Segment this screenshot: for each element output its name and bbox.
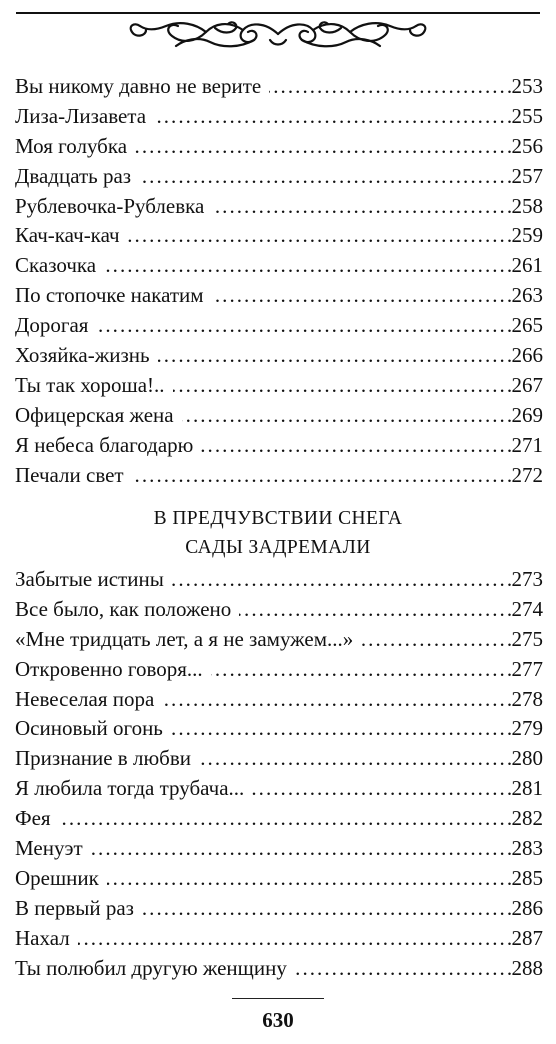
toc-entry-page: 280 <box>511 746 543 771</box>
toc-entry-page: 271 <box>511 432 543 457</box>
toc-dot-leader <box>154 102 510 132</box>
toc-dot-leader <box>295 954 511 984</box>
toc-entry-page: 269 <box>511 402 543 427</box>
toc-dot-leader <box>142 894 511 924</box>
toc-entry <box>15 804 543 834</box>
toc-dot-leader <box>199 744 511 774</box>
toc-dot-leader <box>212 192 510 222</box>
toc-entry <box>15 774 543 804</box>
toc-entry <box>15 431 543 461</box>
toc-entry-title: По стопочке накатим <box>15 283 204 308</box>
toc-entry-title: Печали свет <box>15 462 124 487</box>
toc-entry-page: 256 <box>511 133 543 158</box>
toc-entry-title: Осиновый огонь <box>15 716 163 741</box>
toc-entry <box>15 864 543 894</box>
toc-dot-leader <box>132 461 511 491</box>
toc-entry-title: Офицерская жена <box>15 402 174 427</box>
toc-entry <box>15 311 543 341</box>
toc-entry-page: 257 <box>511 163 543 188</box>
toc-entry-page: 282 <box>511 806 543 831</box>
toc-dot-leader <box>158 341 511 371</box>
toc-entry-title: Я любила тогда трубача... <box>15 776 245 801</box>
toc-entry <box>15 251 543 281</box>
toc-entry-page: 272 <box>511 462 543 487</box>
toc-entry <box>15 714 543 744</box>
toc-dot-leader <box>107 864 511 894</box>
toc-entry <box>15 281 543 311</box>
toc-entry-title: Орешник <box>15 865 99 890</box>
toc-entry-title: Менуэт <box>15 836 83 861</box>
toc-entry <box>15 72 543 102</box>
toc-entry <box>15 744 543 774</box>
toc-entry <box>15 192 543 222</box>
toc-dot-leader <box>139 162 510 192</box>
toc-entry <box>15 102 543 132</box>
toc-entry-page: 267 <box>511 372 543 397</box>
toc-entry <box>15 401 543 431</box>
toc-dot-leader <box>104 251 510 281</box>
toc-entry-page: 287 <box>511 925 543 950</box>
toc-entry-title: Лиза-Лизавета <box>15 103 147 128</box>
toc-entry-page: 279 <box>511 716 543 741</box>
toc-entry-title: «Мне тридцать лет, а я не замужем...» <box>15 626 354 651</box>
toc-entry-title: Дорогая <box>15 313 89 338</box>
toc-entry-page: 258 <box>511 193 543 218</box>
toc-dot-leader <box>173 371 511 401</box>
toc-entry <box>15 461 543 491</box>
toc-entry-title: Я небеса благодарю <box>15 432 194 457</box>
toc-entry-page: 263 <box>511 283 543 308</box>
toc-entry-title: Признание в любви <box>15 746 191 771</box>
toc-entry <box>15 132 543 162</box>
flourish-ornament-icon <box>0 0 556 60</box>
toc-entry-page: 274 <box>511 596 543 621</box>
toc-entry <box>15 685 543 715</box>
toc-entry <box>15 565 543 595</box>
toc-dot-leader <box>361 625 510 655</box>
page-number: 630 <box>262 1008 294 1032</box>
toc-entry <box>15 162 543 192</box>
toc-entry-page: 259 <box>511 223 543 248</box>
toc-entry-page: 265 <box>511 313 543 338</box>
toc-entry <box>15 894 543 924</box>
toc-entry <box>15 625 543 655</box>
toc-entry-page: 281 <box>511 776 543 801</box>
toc-entry <box>15 655 543 685</box>
toc-entry-title: Невеселая пора <box>15 686 155 711</box>
toc-dot-leader <box>269 72 510 102</box>
toc-dot-leader <box>91 834 511 864</box>
toc-entry-page: 285 <box>511 865 543 890</box>
toc-entry-title: Кач-кач-кач <box>15 223 120 248</box>
toc-dot-leader <box>96 311 510 341</box>
toc-entry <box>15 341 543 371</box>
toc-entry <box>15 954 543 984</box>
toc-entry-page: 255 <box>511 103 543 128</box>
toc-entry-title: Сказочка <box>15 253 97 278</box>
toc-dot-leader <box>59 804 511 834</box>
toc-entry-page: 253 <box>511 74 543 98</box>
toc-list-part-two <box>15 565 543 983</box>
toc-entry <box>15 834 543 864</box>
toc-entry-title: Забытые истины <box>15 567 164 591</box>
toc-entry-title: Вы никому давно не верите <box>15 74 262 98</box>
toc-entry-page: 288 <box>511 955 543 980</box>
toc-entry-title: Нахал <box>15 925 70 950</box>
toc-entry-title: В первый раз <box>15 895 134 920</box>
toc-entry <box>15 924 543 954</box>
toc-dot-leader <box>182 401 511 431</box>
toc-dot-leader <box>171 714 511 744</box>
toc-entry <box>15 221 543 251</box>
toc-entry-title: Рублевочка-Рублевка <box>15 193 205 218</box>
toc-dot-leader <box>252 774 510 804</box>
toc-dot-leader <box>162 685 510 715</box>
toc-entry <box>15 595 543 625</box>
toc-entry-page: 286 <box>511 895 543 920</box>
footer-divider <box>232 998 324 999</box>
toc-entry-title: Фея <box>15 806 51 831</box>
toc-entry <box>15 371 543 401</box>
toc-dot-leader <box>78 924 511 954</box>
toc-entry-title: Хозяйка-жизнь <box>15 343 150 368</box>
toc-dot-leader <box>239 595 510 625</box>
toc-entry-title: Откровенно говоря... <box>15 656 203 681</box>
toc-entry-page: 273 <box>511 567 543 591</box>
toc-entry-page: 277 <box>511 656 543 681</box>
toc-entry-title: Двадцать раз <box>15 163 132 188</box>
toc-dot-leader <box>201 431 510 461</box>
toc-entry-title: Ты полюбил другую женщину <box>15 955 287 980</box>
toc-dot-leader <box>135 132 510 162</box>
toc-entry-title: Все было, как положено <box>15 596 232 621</box>
toc-entry-page: 278 <box>511 686 543 711</box>
toc-list-part-one <box>15 72 543 490</box>
toc-dot-leader <box>211 655 511 685</box>
section-heading-line-2: САДЫ ЗАДРЕМАЛИ <box>185 537 371 558</box>
section-heading-line-1: В ПРЕДЧУВСТВИИ СНЕГА <box>153 508 403 529</box>
toc-dot-leader <box>128 221 511 251</box>
toc-entry-page: 275 <box>511 626 543 651</box>
toc-entry-page: 261 <box>511 253 543 278</box>
toc-entry-title: Моя голубка <box>15 133 128 158</box>
toc-dot-leader <box>212 281 511 311</box>
toc-dot-leader <box>172 565 511 595</box>
toc-entry-title: Ты так хороша!.. <box>15 372 165 397</box>
toc-entry-page: 283 <box>511 836 543 861</box>
toc-entry-page: 266 <box>511 343 543 368</box>
